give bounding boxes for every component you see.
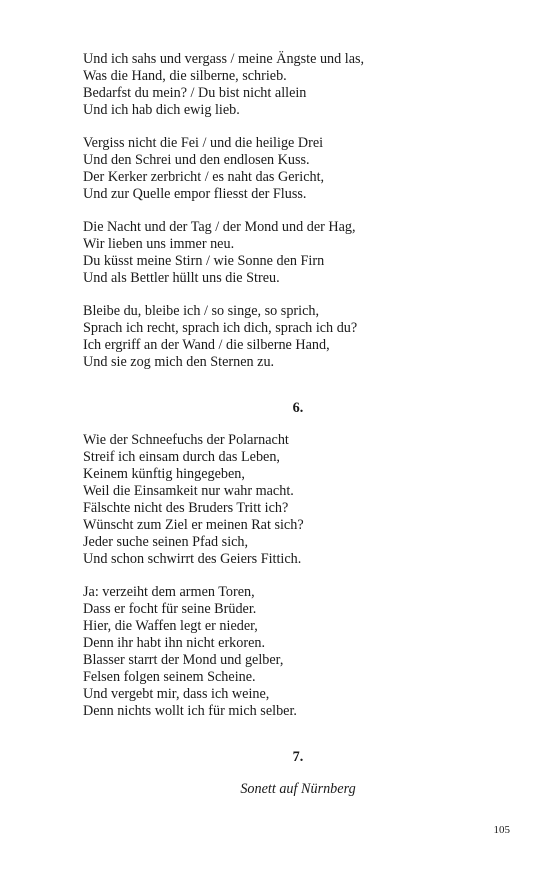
section-number-6: 6. (292, 400, 304, 416)
verse-line: Und als Bettler hüllt uns die Streu. (83, 270, 280, 286)
verse-line: Und ich sahs und vergass / meine Ängste und las, (83, 51, 365, 67)
verse-line: Du küsst meine Stirn / wie Sonne den Firn (83, 253, 325, 269)
verse-line: Fälschte nicht des Bruders Tritt ich? (83, 500, 289, 516)
verse-line: Keinem künftig hingegeben, (83, 466, 245, 482)
section-number-7: 7. (292, 749, 304, 765)
verse-line: Sprach ich recht, sprach ich dich, sprach ich du? (83, 320, 358, 336)
stanza (83, 303, 503, 371)
verse-line: Weil die Einsamkeit nur wahr macht. (83, 483, 294, 499)
poem-part-1 (83, 51, 503, 371)
verse-line: Wie der Schneefuchs der Polarnacht (83, 432, 289, 448)
verse-line: Und schon schwirrt des Geiers Fittich. (83, 551, 302, 567)
section-7-subtitle: Sonett auf Nürnberg (240, 781, 356, 797)
verse-line: Und zur Quelle empor fliesst der Fluss. (83, 186, 307, 202)
verse-line: Die Nacht und der Tag / der Mond und der Hag, (83, 219, 356, 235)
verse-line: Der Kerker zerbricht / es naht das Gericht, (83, 169, 325, 185)
stanza (83, 51, 503, 119)
page-body (83, 51, 503, 798)
verse-line: Ja: verzeiht dem armen Toren, (83, 584, 255, 600)
verse-line: Bedarfst du mein? / Du bist nicht allein (83, 85, 307, 101)
stanza (83, 584, 503, 720)
verse-line: Jeder suche seinen Pfad sich, (83, 534, 249, 550)
verse-line: Vergiss nicht die Fei / und die heilige Drei (83, 135, 324, 151)
stanza (83, 135, 503, 203)
verse-line: Felsen folgen seinem Scheine. (83, 669, 256, 685)
stanza (83, 432, 503, 568)
verse-line: Und ich hab dich ewig lieb. (83, 102, 240, 118)
verse-line: Wir lieben uns immer neu. (83, 236, 235, 252)
verse-line: Ich ergriff an der Wand / die silberne Hand, (83, 337, 330, 353)
verse-line: Bleibe du, bleibe ich / so singe, so sprich, (83, 303, 320, 319)
verse-line: Wünscht zum Ziel er meinen Rat sich? (83, 517, 304, 533)
verse-line: Und den Schrei und den endlosen Kuss. (83, 152, 310, 168)
verse-line: Hier, die Waffen legt er nieder, (83, 618, 258, 634)
verse-line: Was die Hand, die silberne, schrieb. (83, 68, 287, 84)
page-number: 105 (493, 824, 510, 836)
verse-line: Streif ich einsam durch das Leben, (83, 449, 280, 465)
verse-line: Und vergebt mir, dass ich weine, (83, 686, 270, 702)
verse-line: Blasser starrt der Mond und gelber, (83, 652, 284, 668)
verse-line: Denn ihr habt ihn nicht erkoren. (83, 635, 266, 651)
verse-line: Denn nichts wollt ich für mich selber. (83, 703, 297, 719)
stanza (83, 219, 503, 287)
verse-line: Dass er focht für seine Brüder. (83, 601, 257, 617)
verse-line: Und sie zog mich den Sternen zu. (83, 354, 275, 370)
poem-section-6 (83, 432, 503, 720)
